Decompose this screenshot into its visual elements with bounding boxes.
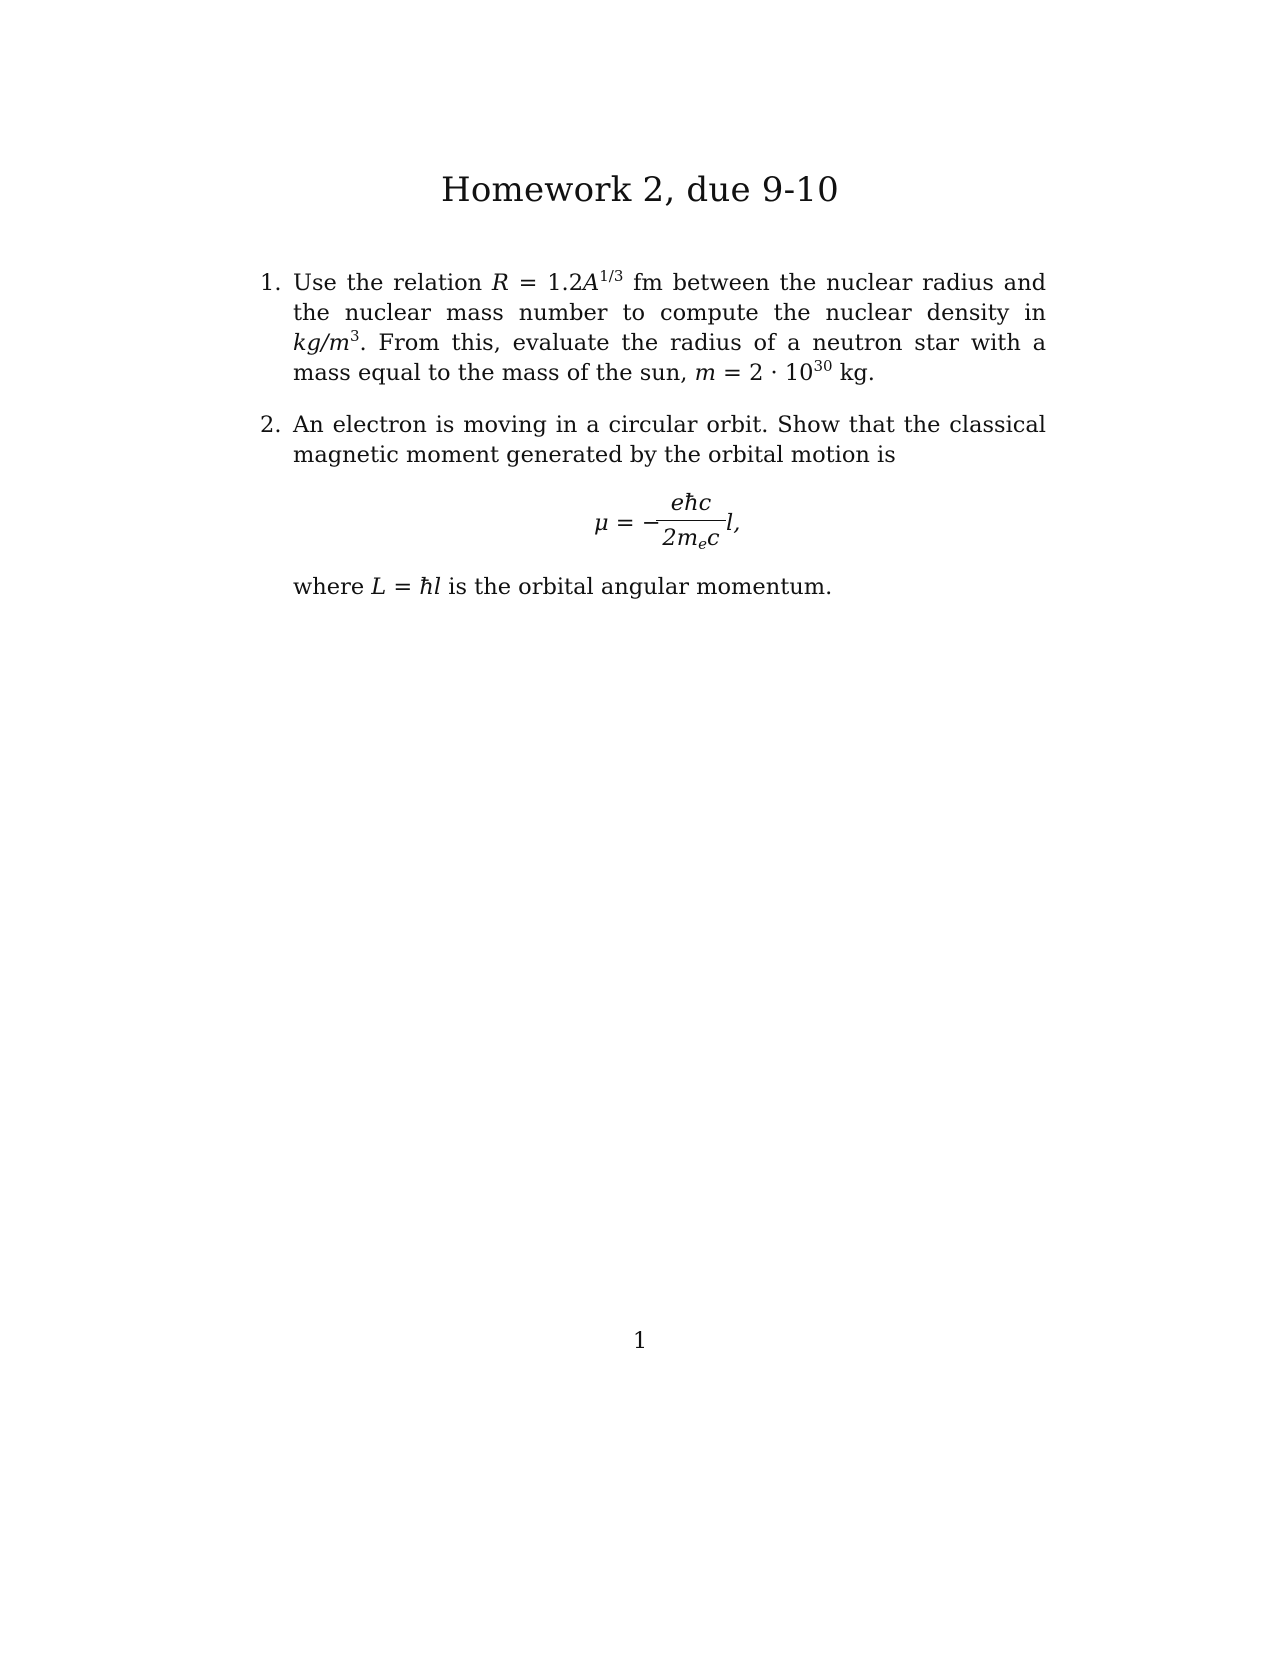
math-symbol: A bbox=[583, 270, 600, 296]
problem-number: 1. bbox=[260, 270, 282, 296]
page-title: Homework 2, due 9-10 bbox=[441, 170, 839, 210]
exponent: 30 bbox=[813, 357, 833, 375]
text-run: kg. bbox=[832, 360, 875, 386]
fraction-denominator bbox=[656, 523, 726, 553]
exponent: 1/3 bbox=[599, 267, 624, 285]
text-run: . From this, evaluate the radius of a neutron star with a mass equal to the mass of the sun, bbox=[293, 330, 1046, 386]
denominator-base: 2m bbox=[662, 525, 699, 551]
exponent: 3 bbox=[349, 327, 360, 345]
text-run: Use the relation bbox=[293, 270, 492, 296]
math-symbol: m bbox=[694, 360, 716, 386]
problem-2 bbox=[260, 410, 1046, 470]
math-symbol: ħl bbox=[419, 574, 442, 600]
text-run: is the orbital angular momentum. bbox=[441, 574, 833, 600]
where-clause bbox=[293, 572, 832, 602]
equation-rhs: l, bbox=[726, 510, 741, 536]
equation-fraction bbox=[656, 488, 726, 553]
denominator-subscript: e bbox=[698, 535, 707, 553]
fraction-numerator: eħc bbox=[670, 490, 712, 516]
math-symbol: R bbox=[491, 270, 509, 296]
denominator-tail: c bbox=[706, 525, 720, 551]
fraction-bar bbox=[656, 520, 726, 521]
equation-lhs: μ = − bbox=[594, 510, 661, 536]
text-run: = 2 · 10 bbox=[715, 360, 814, 386]
text-run: = bbox=[386, 574, 420, 600]
math-symbol: L bbox=[371, 574, 387, 600]
problem-text bbox=[293, 268, 1046, 388]
page-number: 1 bbox=[632, 1328, 648, 1354]
problem-text: An electron is moving in a circular orbit. Show that the classical magnetic moment generated by the orbital motion is bbox=[293, 412, 1046, 468]
magnetic-moment-equation bbox=[0, 488, 1280, 558]
problem-number: 2. bbox=[260, 412, 282, 438]
text-run: fm between the nuclear radius and the nuclear mass number to compute the nuclear density in bbox=[293, 270, 1046, 326]
math-unit: kg/m bbox=[293, 330, 350, 356]
problem-1 bbox=[260, 268, 1046, 388]
text-run: where bbox=[293, 574, 372, 600]
text-run: = 1.2 bbox=[508, 270, 584, 296]
